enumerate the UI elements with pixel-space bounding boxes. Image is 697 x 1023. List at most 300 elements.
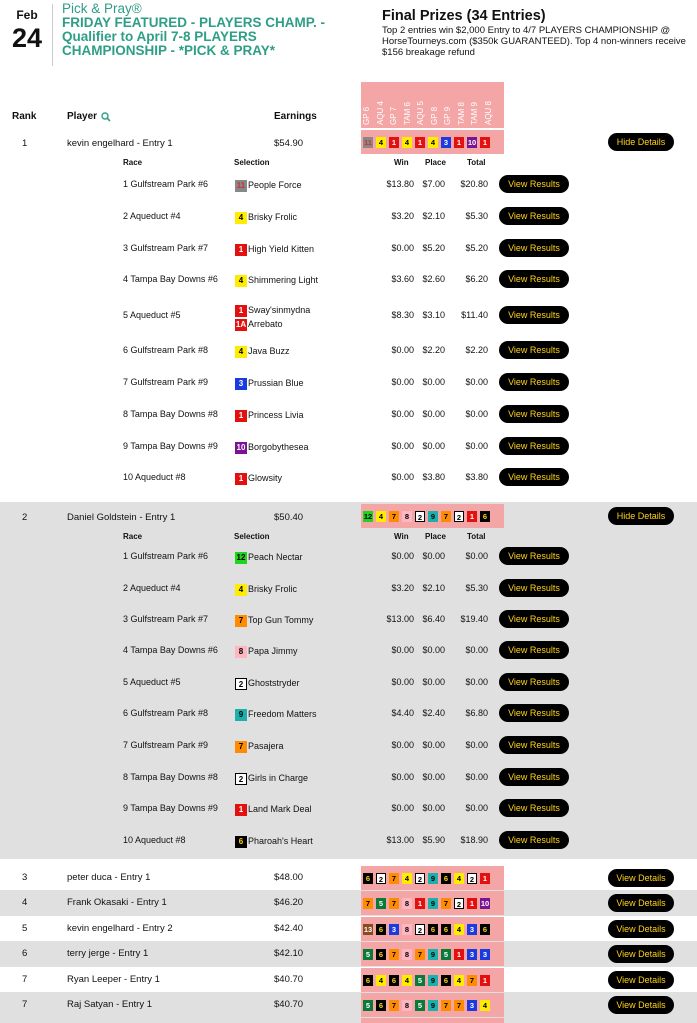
total-amount: $0.00 bbox=[465, 677, 488, 687]
total-amount: $0.00 bbox=[465, 377, 488, 387]
pick-badge: 7 bbox=[441, 1000, 451, 1011]
win-amount: $0.00 bbox=[391, 803, 414, 813]
win-amount: $3.20 bbox=[391, 583, 414, 593]
pick-badge: 7 bbox=[389, 511, 399, 522]
pick-badge: 1 bbox=[467, 898, 477, 909]
pick-badge: 8 bbox=[402, 1000, 412, 1011]
entry-earnings: $48.00 bbox=[274, 872, 304, 883]
pick-badge: 3 bbox=[467, 949, 477, 960]
view-results-button[interactable]: View Results bbox=[499, 270, 569, 288]
win-amount: $0.00 bbox=[391, 645, 414, 655]
expanded-entry bbox=[0, 502, 697, 859]
entry-rank: 5 bbox=[22, 923, 28, 934]
pick-badge: 1 bbox=[454, 949, 464, 960]
entry-player[interactable]: Daniel Goldstein - Entry 1 bbox=[67, 512, 176, 523]
total-amount: $0.00 bbox=[465, 772, 488, 782]
pick-badge: 10 bbox=[480, 898, 490, 908]
entry-earnings: $40.70 bbox=[274, 999, 304, 1010]
pick-badge: 2 bbox=[415, 873, 425, 884]
pick-badge: 4 bbox=[454, 975, 464, 986]
pick-badge: 4 bbox=[480, 1000, 490, 1011]
pick-strip bbox=[361, 993, 504, 1017]
selection bbox=[235, 376, 304, 390]
horse-name: Pharoah's Heart bbox=[248, 836, 313, 846]
race-name: 6 Gulfstream Park #8 bbox=[123, 708, 209, 718]
program-number-badge: 7 bbox=[235, 741, 247, 753]
total-amount: $5.20 bbox=[465, 243, 488, 253]
selection bbox=[235, 739, 284, 753]
player-column-label: Player bbox=[67, 111, 98, 122]
entry-rank: 7 bbox=[22, 999, 28, 1010]
pick-badge: 4 bbox=[402, 137, 412, 148]
leaderboard-row bbox=[0, 890, 697, 916]
place-amount: $5.20 bbox=[422, 243, 445, 253]
view-results-button[interactable]: View Results bbox=[499, 704, 569, 722]
win-amount: $0.00 bbox=[391, 441, 414, 451]
pick-badge: 1 bbox=[454, 137, 464, 148]
selection bbox=[235, 344, 290, 358]
entry-player[interactable]: Raj Satyan - Entry 1 bbox=[67, 999, 153, 1010]
prize-block bbox=[382, 8, 692, 58]
view-details-button[interactable]: View Details bbox=[608, 920, 674, 938]
pick-badge: 3 bbox=[467, 1000, 477, 1011]
entry-player[interactable]: peter duca - Entry 1 bbox=[67, 872, 151, 883]
horse-name: Papa Jimmy bbox=[248, 646, 298, 656]
pick-badge: 6 bbox=[389, 975, 399, 986]
horse-name: Land Mark Deal bbox=[248, 804, 312, 814]
view-results-button[interactable]: View Results bbox=[499, 373, 569, 391]
tournament-title: FRIDAY FEATURED - PLAYERS CHAMP. - Qualifier to April 7-8 PLAYERS CHAMPIONSHIP - *PICK & PRAY* bbox=[62, 15, 326, 58]
selection bbox=[235, 178, 302, 192]
win-amount: $0.00 bbox=[391, 472, 414, 482]
pick-badge: 5 bbox=[376, 898, 386, 909]
entry-earnings: $42.10 bbox=[274, 948, 304, 959]
place-subheader: Place bbox=[425, 158, 446, 167]
total-amount: $5.30 bbox=[465, 211, 488, 221]
pick-badge: 7 bbox=[441, 511, 451, 522]
pick-strip bbox=[361, 866, 504, 890]
race-column-label: AQU 4 bbox=[375, 100, 385, 125]
pick-badge: 2 bbox=[376, 873, 386, 884]
place-amount: $7.00 bbox=[422, 179, 445, 189]
view-results-button[interactable]: View Results bbox=[499, 437, 569, 455]
leaderboard-row bbox=[0, 967, 697, 993]
pick-badge: 2 bbox=[467, 873, 477, 884]
leaderboard-row bbox=[0, 865, 697, 891]
entry-rank: 4 bbox=[22, 897, 28, 908]
selection-line bbox=[235, 676, 300, 690]
total-subheader: Total bbox=[467, 158, 486, 167]
horse-name: Princess Livia bbox=[248, 410, 304, 420]
win-amount: $0.00 bbox=[391, 243, 414, 253]
race-column-label: AQU 8 bbox=[483, 100, 493, 125]
race-name: 7 Gulfstream Park #9 bbox=[123, 740, 209, 750]
horse-name: Brisky Frolic bbox=[248, 584, 297, 594]
place-amount: $2.40 bbox=[422, 708, 445, 718]
pick-badge: 1 bbox=[480, 873, 490, 884]
leaderboard-row bbox=[0, 916, 697, 942]
view-results-button[interactable]: View Results bbox=[499, 207, 569, 225]
program-number-badge: 6 bbox=[235, 836, 247, 848]
program-number-badge: 11 bbox=[236, 180, 246, 190]
pick-strip bbox=[361, 891, 504, 915]
view-results-button[interactable]: View Results bbox=[499, 736, 569, 754]
program-number-badge: 10 bbox=[236, 442, 246, 452]
view-results-button[interactable]: View Results bbox=[499, 341, 569, 359]
program-number-badge: 4 bbox=[235, 346, 247, 358]
race-name: 6 Gulfstream Park #8 bbox=[123, 345, 209, 355]
pick-badge: 4 bbox=[376, 511, 386, 522]
leaderboard-row bbox=[0, 992, 697, 1018]
place-amount: $2.10 bbox=[422, 583, 445, 593]
horse-name: Glowsity bbox=[248, 473, 283, 483]
pick-badge: 5 bbox=[441, 949, 451, 960]
selection-line bbox=[235, 644, 298, 658]
total-amount: $6.80 bbox=[465, 708, 488, 718]
race-name: 5 Aqueduct #5 bbox=[123, 677, 181, 687]
pick-strip bbox=[361, 917, 504, 941]
horse-name: Peach Nectar bbox=[248, 552, 303, 562]
win-amount: $3.20 bbox=[391, 211, 414, 221]
pick-badge: 3 bbox=[480, 949, 490, 960]
selection bbox=[235, 273, 318, 287]
pick-badge: 1 bbox=[415, 137, 425, 148]
entry-earnings: $54.90 bbox=[274, 138, 304, 149]
entry-earnings: $40.70 bbox=[274, 974, 304, 985]
race-name: 8 Tampa Bay Downs #8 bbox=[123, 409, 218, 419]
pick-badge: 7 bbox=[363, 898, 373, 909]
selection bbox=[235, 613, 313, 627]
prize-title: Final Prizes (34 Entries) bbox=[382, 8, 546, 24]
entry-player[interactable]: kevin engelhard - Entry 1 bbox=[67, 138, 173, 149]
pick-badge: 6 bbox=[376, 1000, 386, 1011]
pick-badge: 7 bbox=[441, 898, 451, 909]
view-details-button[interactable]: View Details bbox=[608, 869, 674, 887]
view-results-button[interactable]: View Results bbox=[499, 799, 569, 817]
pick-strip bbox=[361, 968, 504, 992]
horse-name: Shimmering Light bbox=[248, 275, 319, 285]
entry-player[interactable]: Frank Okasaki - Entry 1 bbox=[67, 897, 167, 908]
horse-name: Pasajera bbox=[248, 741, 284, 751]
total-subheader: Total bbox=[467, 532, 486, 541]
leaderboard-row bbox=[0, 941, 697, 967]
view-results-button[interactable]: View Results bbox=[499, 306, 569, 324]
race-name: 9 Tampa Bay Downs #9 bbox=[123, 441, 218, 451]
pick-badge: 7 bbox=[389, 873, 399, 884]
pick-badge: 7 bbox=[389, 949, 399, 960]
total-amount: $0.00 bbox=[465, 441, 488, 451]
pick-badge: 7 bbox=[389, 898, 399, 909]
selection-line bbox=[235, 376, 304, 390]
place-amount: $3.10 bbox=[422, 310, 445, 320]
win-amount: $0.00 bbox=[391, 377, 414, 387]
pick-badge: 13 bbox=[363, 924, 373, 934]
win-amount: $13.00 bbox=[386, 835, 414, 845]
total-amount: $19.40 bbox=[460, 614, 488, 624]
pick-strip bbox=[361, 942, 504, 966]
program-number-badge: 1 bbox=[235, 244, 247, 256]
race-name: 8 Tampa Bay Downs #8 bbox=[123, 772, 218, 782]
horse-name: Freedom Matters bbox=[248, 709, 317, 719]
pick-badge: 4 bbox=[428, 137, 438, 148]
pick-badge: 8 bbox=[402, 949, 412, 960]
pick-badge: 12 bbox=[363, 511, 373, 521]
program-number-badge: 4 bbox=[235, 275, 247, 287]
selection-line bbox=[235, 582, 297, 596]
race-column-label: GP 7 bbox=[389, 106, 398, 125]
selection-line bbox=[235, 802, 312, 816]
pick-badge: 10 bbox=[467, 137, 477, 147]
total-amount: $5.30 bbox=[465, 583, 488, 593]
selection-line bbox=[235, 739, 284, 753]
total-amount: $3.80 bbox=[465, 472, 488, 482]
win-amount: $0.00 bbox=[391, 677, 414, 687]
program-number-badge: 7 bbox=[235, 615, 247, 627]
view-details-button[interactable]: View Details bbox=[608, 894, 674, 912]
win-amount: $0.00 bbox=[391, 772, 414, 782]
race-name: 5 Aqueduct #5 bbox=[123, 310, 181, 320]
place-amount: $0.00 bbox=[422, 441, 445, 451]
date-month: Feb bbox=[16, 8, 38, 22]
selection bbox=[235, 471, 282, 485]
selection bbox=[235, 802, 312, 816]
place-amount: $0.00 bbox=[422, 677, 445, 687]
win-amount: $0.00 bbox=[391, 551, 414, 561]
pick-badge: 7 bbox=[467, 975, 477, 986]
selection bbox=[235, 242, 314, 256]
total-amount: $0.00 bbox=[465, 551, 488, 561]
pick-badge: 4 bbox=[454, 873, 464, 884]
race-column-label: TAM 8 bbox=[456, 102, 466, 125]
date-block bbox=[6, 8, 48, 52]
pick-badge: 6 bbox=[363, 873, 373, 884]
pick-badge: 4 bbox=[402, 873, 412, 884]
view-results-button[interactable]: View Results bbox=[499, 405, 569, 423]
program-number-badge: 3 bbox=[235, 378, 247, 390]
program-number-badge: 1 bbox=[235, 410, 247, 422]
horse-name: Girls in Charge bbox=[248, 773, 309, 783]
pick-badge: 4 bbox=[402, 975, 412, 986]
selection-line bbox=[235, 440, 309, 454]
win-amount: $13.80 bbox=[386, 179, 414, 189]
race-column-label: GP 9 bbox=[443, 106, 452, 125]
entry-rank: 6 bbox=[22, 948, 28, 959]
entry-player[interactable]: Ryan Leeper - Entry 1 bbox=[67, 974, 160, 985]
pick-badge: 5 bbox=[415, 975, 425, 986]
view-results-button[interactable]: View Results bbox=[499, 579, 569, 597]
pick-badge: 6 bbox=[441, 975, 451, 986]
horse-name: Java Buzz bbox=[248, 346, 290, 356]
total-amount: $0.00 bbox=[465, 740, 488, 750]
pick-badge: 9 bbox=[428, 949, 438, 960]
pick-badge: 6 bbox=[441, 873, 451, 884]
pick-badge: 4 bbox=[376, 137, 386, 148]
selection-line bbox=[235, 317, 310, 331]
view-details-button[interactable]: View Details bbox=[608, 996, 674, 1014]
player-column-header bbox=[67, 111, 111, 122]
view-results-button[interactable]: View Results bbox=[499, 641, 569, 659]
pick-badge: 6 bbox=[480, 511, 490, 522]
horse-name: Ghoststryder bbox=[248, 678, 300, 688]
view-results-button[interactable]: View Results bbox=[499, 468, 569, 486]
horse-name: Top Gun Tommy bbox=[248, 615, 314, 625]
race-subheader: Race bbox=[123, 532, 143, 541]
race-name: 3 Gulfstream Park #7 bbox=[123, 243, 209, 253]
selection bbox=[235, 408, 304, 422]
selection-subheader: Selection bbox=[234, 532, 270, 541]
program-number-badge: 4 bbox=[235, 584, 247, 596]
header-divider bbox=[52, 4, 53, 66]
pick-badge: 8 bbox=[402, 511, 412, 522]
selection-line bbox=[235, 344, 290, 358]
rank-column-header: Rank bbox=[12, 111, 37, 122]
tournament-title-block bbox=[62, 2, 362, 58]
search-icon[interactable] bbox=[101, 112, 111, 122]
view-results-button[interactable]: View Results bbox=[499, 239, 569, 257]
pick-badge: 4 bbox=[376, 975, 386, 986]
pick-badge: 5 bbox=[363, 949, 373, 960]
win-subheader: Win bbox=[394, 158, 409, 167]
pick-badge: 6 bbox=[376, 949, 386, 960]
prize-description: Top 2 entries win $2,000 Entry to 4/7 PLAYERS CHAMPIONSHIP @ HorseTourneys.com ($350k GUARANTEED). Top 4 non-winners receive $156 breakage refund bbox=[382, 25, 686, 58]
program-number-badge: 1A bbox=[235, 319, 247, 329]
view-results-button[interactable]: View Results bbox=[499, 673, 569, 691]
entry-player[interactable]: kevin engelhard - Entry 2 bbox=[67, 923, 173, 934]
pick-badge: 6 bbox=[363, 975, 373, 986]
program-number-badge: 12 bbox=[236, 552, 246, 562]
race-name: 1 Gulfstream Park #6 bbox=[123, 179, 209, 189]
program-number-badge: 9 bbox=[235, 709, 247, 721]
win-amount: $8.30 bbox=[391, 310, 414, 320]
place-amount: $0.00 bbox=[422, 551, 445, 561]
race-column-label: GP 6 bbox=[362, 106, 371, 125]
selection bbox=[235, 210, 297, 224]
view-details-button[interactable]: View Details bbox=[608, 971, 674, 989]
total-amount: $20.80 bbox=[460, 179, 488, 189]
expanded-entry bbox=[0, 128, 697, 500]
horse-name: Borgobythesea bbox=[248, 442, 309, 452]
program-number-badge: 8 bbox=[235, 646, 247, 658]
selection bbox=[235, 834, 313, 848]
pick-badge: 2 bbox=[415, 924, 425, 935]
pick-badge: 2 bbox=[454, 898, 464, 909]
total-amount: $18.90 bbox=[460, 835, 488, 845]
pick-badge: 1 bbox=[415, 898, 425, 909]
selection bbox=[235, 676, 300, 690]
pick-badge: 2 bbox=[454, 511, 464, 522]
win-amount: $4.40 bbox=[391, 708, 414, 718]
hide-details-button[interactable]: Hide Details bbox=[608, 507, 674, 525]
place-amount: $0.00 bbox=[422, 772, 445, 782]
race-name: 10 Aqueduct #8 bbox=[123, 835, 186, 845]
race-name: 7 Gulfstream Park #9 bbox=[123, 377, 209, 387]
view-details-button[interactable]: View Details bbox=[608, 945, 674, 963]
selection-line bbox=[235, 273, 318, 287]
total-amount: $0.00 bbox=[465, 803, 488, 813]
selection-line bbox=[235, 550, 303, 564]
view-results-button[interactable]: View Results bbox=[499, 547, 569, 565]
selection bbox=[235, 440, 309, 454]
pick-badge: 4 bbox=[454, 924, 464, 935]
race-name: 4 Tampa Bay Downs #6 bbox=[123, 274, 218, 284]
view-results-button[interactable]: View Results bbox=[499, 610, 569, 628]
date-day: 24 bbox=[11, 23, 43, 53]
pick-badge: 9 bbox=[428, 511, 438, 522]
view-results-button[interactable]: View Results bbox=[499, 831, 569, 849]
race-column-label: TAM 9 bbox=[470, 102, 479, 125]
pick-badge: 7 bbox=[389, 1000, 399, 1011]
place-amount: $3.80 bbox=[422, 472, 445, 482]
pick-badge: 8 bbox=[402, 924, 412, 935]
place-amount: $0.00 bbox=[422, 740, 445, 750]
selection-line bbox=[235, 707, 317, 721]
pick-badge: 5 bbox=[363, 1000, 373, 1011]
pick-badge: 7 bbox=[454, 1000, 464, 1011]
pick-badge: 6 bbox=[376, 924, 386, 935]
selection-line bbox=[235, 242, 314, 256]
entry-rank: 7 bbox=[22, 974, 28, 985]
view-results-button[interactable]: View Results bbox=[499, 768, 569, 786]
race-name: 3 Gulfstream Park #7 bbox=[123, 614, 209, 624]
race-name: 2 Aqueduct #4 bbox=[123, 583, 181, 593]
place-amount: $0.00 bbox=[422, 409, 445, 419]
horse-name: Brisky Frolic bbox=[248, 212, 297, 222]
earnings-column-header: Earnings bbox=[274, 111, 317, 122]
selection bbox=[235, 771, 308, 785]
race-name: 2 Aqueduct #4 bbox=[123, 211, 181, 221]
pick-badge: 2 bbox=[415, 511, 425, 522]
selection bbox=[235, 644, 298, 658]
horse-name: Sway'sinmydna bbox=[248, 305, 311, 315]
hide-details-button[interactable]: Hide Details bbox=[608, 133, 674, 151]
pick-strip bbox=[361, 504, 504, 528]
program-number-badge: 1 bbox=[235, 804, 247, 816]
horse-name: People Force bbox=[248, 180, 302, 190]
selection-subheader: Selection bbox=[234, 158, 270, 167]
pick-badge: 8 bbox=[402, 898, 412, 909]
selection-line bbox=[235, 471, 282, 485]
race-column-label: TAM 6 bbox=[402, 102, 412, 125]
place-subheader: Place bbox=[425, 532, 446, 541]
selection-line bbox=[235, 303, 310, 317]
race-subheader: Race bbox=[123, 158, 143, 167]
place-amount: $0.00 bbox=[422, 645, 445, 655]
pick-badge: 1 bbox=[480, 975, 490, 986]
entry-earnings: $46.20 bbox=[274, 897, 304, 908]
entry-player[interactable]: terry jerge - Entry 1 bbox=[67, 948, 149, 959]
program-number-badge: 1 bbox=[235, 305, 247, 317]
selection-line bbox=[235, 613, 313, 627]
win-subheader: Win bbox=[394, 532, 409, 541]
entry-rank: 2 bbox=[22, 512, 28, 523]
program-number-badge: 2 bbox=[235, 773, 247, 785]
race-column-label: AQU 5 bbox=[416, 100, 425, 125]
entry-rank: 3 bbox=[22, 872, 28, 883]
view-results-button[interactable]: View Results bbox=[499, 175, 569, 193]
pick-badge: 9 bbox=[428, 975, 438, 986]
selection-line bbox=[235, 408, 304, 422]
race-name: 4 Tampa Bay Downs #6 bbox=[123, 645, 218, 655]
pick-badge: 3 bbox=[389, 924, 399, 935]
total-amount: $2.20 bbox=[465, 345, 488, 355]
pick-badge: 7 bbox=[415, 949, 425, 960]
pick-badge: 9 bbox=[428, 898, 438, 909]
total-amount: $0.00 bbox=[465, 645, 488, 655]
win-amount: $3.60 bbox=[391, 274, 414, 284]
pick-badge: 6 bbox=[428, 924, 438, 935]
win-amount: $0.00 bbox=[391, 409, 414, 419]
selection-line bbox=[235, 771, 308, 785]
